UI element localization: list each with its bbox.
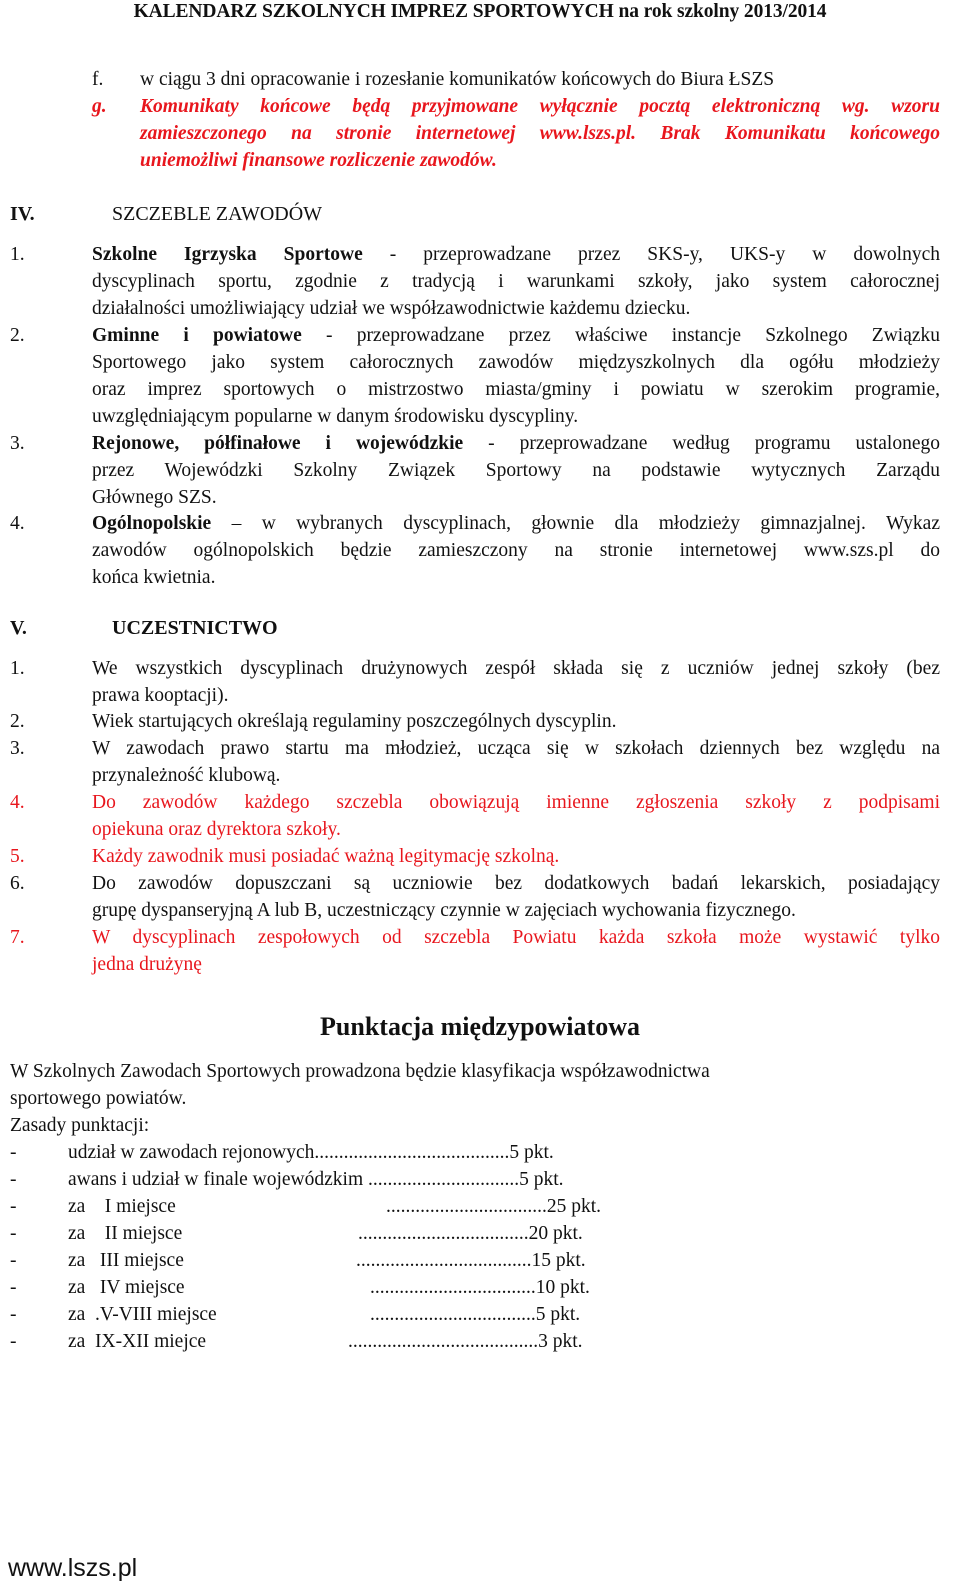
section-iv-item-line: końca kwietnia.	[92, 567, 216, 588]
scoring-row-value	[370, 1274, 590, 1301]
scoring-row-points: 5 pkt.	[509, 1142, 554, 1163]
section-v-item-line: jedna drużynę	[92, 954, 202, 975]
scoring-row-dots: .................................	[386, 1196, 547, 1217]
scoring-intro-line: W Szkolnych Zawodach Sportowych prowadzona będzie klasyfikacja współzawodnictwa	[10, 1061, 710, 1082]
intro-item-g-line: uniemożliwi finansowe rozliczenie zawodów.	[140, 150, 497, 171]
section-v-item-line: Do zawodów każdego szczebla obowiązują imienne zgłoszenia szkoły z podpisami	[92, 792, 940, 813]
section-v-item-line: przynależność klubową.	[92, 765, 281, 786]
item-lead-rest: - przeprowadzane przez SKS-y, UKS-y w dowolnych	[362, 244, 940, 265]
scoring-row-dash: -	[10, 1250, 17, 1271]
intro-item-g-marker: g.	[92, 96, 107, 117]
scoring-row	[68, 1166, 564, 1193]
section-v-item-number: 5.	[10, 846, 25, 867]
section-iv-item-line: przez Wojewódzki Szkolny Związek Sportowy na podstawie wytycznych Zarządu	[92, 460, 940, 481]
scoring-row-value	[370, 1301, 580, 1328]
scoring-row-value	[348, 1328, 583, 1355]
scoring-row-dash: -	[10, 1223, 17, 1244]
scoring-row-label: za II miejsce	[68, 1223, 183, 1244]
section-v-title: UCZESTNICTWO	[112, 617, 278, 639]
section-iv-item-first-line	[92, 510, 940, 537]
section-iv-item-line: oraz imprez sportowych o mistrzostwo miasta/gminy i powiatu w szerokim programie,	[92, 379, 940, 400]
section-v-item-line: Każdy zawodnik musi posiadać ważną legitymację szkolną.	[92, 846, 560, 867]
scoring-row-dots: .......................................	[348, 1331, 539, 1352]
scoring-row-points: 15 pkt.	[531, 1250, 586, 1271]
section-iv-item-number: 2.	[10, 325, 25, 346]
document-header: KALENDARZ SZKOLNYCH IMPREZ SPORTOWYCH na rok szkolny 2013/2014	[133, 1, 827, 22]
scoring-row-label: za IV miejsce	[68, 1277, 185, 1298]
scoring-row-points: 5 pkt.	[519, 1169, 564, 1190]
item-lead-rest: - przeprowadzane według programu ustalonego	[463, 433, 940, 454]
section-v-item-line: opiekuna oraz dyrektora szkoły.	[92, 819, 341, 840]
section-v-item-number: 2.	[10, 711, 25, 732]
section-v-number: V.	[10, 617, 27, 639]
section-v-item-line: prawa kooptacji).	[92, 685, 229, 706]
scoring-row-points: 3 pkt.	[538, 1331, 583, 1352]
scoring-row	[68, 1139, 554, 1166]
scoring-row-value	[386, 1193, 601, 1220]
scoring-row-label: za III miejsce	[68, 1250, 184, 1271]
scoring-row-points: 25 pkt.	[546, 1196, 602, 1217]
scoring-row-dash: -	[10, 1277, 17, 1298]
scoring-title: Punktacja międzypowiatowa	[320, 1012, 640, 1041]
section-iv-item-line: uwzględniającym popularne w danym środowisku dyscypliny.	[92, 406, 579, 427]
scoring-row-dots: ..................................	[370, 1277, 536, 1298]
section-v-item-line: Do zawodów dopuszczani są uczniowie bez dodatkowych badań lekarskich, posiadający	[92, 873, 940, 894]
section-v-item-line: grupę dyspanseryjną A lub B, uczestniczący czynnie w zajęciach wychowania fizycznego.	[92, 900, 796, 921]
intro-item-g-line: Komunikaty końcowe będą przyjmowane wyłącznie pocztą elektroniczną wg. wzoru	[140, 96, 940, 117]
section-iv-number: IV.	[10, 203, 35, 225]
scoring-row-label: za .V-VIII miejsce	[68, 1304, 217, 1325]
scoring-row-dash: -	[10, 1142, 17, 1163]
footer-url: www.lszs.pl	[8, 1554, 138, 1582]
scoring-row-value	[358, 1220, 583, 1247]
scoring-row-label: za IX-XII miejce	[68, 1331, 207, 1352]
section-iv-item-number: 3.	[10, 433, 25, 454]
section-v-item-number: 1.	[10, 658, 25, 679]
scoring-row-points: 20 pkt.	[528, 1223, 583, 1244]
scoring-row-dots: ..................................	[370, 1304, 536, 1325]
scoring-row-dash: -	[10, 1169, 17, 1190]
section-v-item-number: 6.	[10, 873, 25, 894]
section-v-item-number: 7.	[10, 927, 25, 948]
section-iv-item-number: 1.	[10, 244, 25, 265]
scoring-row-dots: ....................................	[356, 1250, 532, 1271]
scoring-row-label: za I miejsce	[68, 1196, 176, 1217]
item-bold-lead: Rejonowe, półfinałowe i wojewódzkie	[92, 433, 464, 454]
scoring-intro-line: sportowego powiatów.	[10, 1088, 187, 1109]
section-v-item-line: We wszystkich dyscyplinach drużynowych zespół składa się z uczniów jednej szkoły (bez	[92, 658, 940, 679]
intro-item-f-text: w ciągu 3 dni opracowanie i rozesłanie komunikatów końcowych do Biura ŁSZS	[140, 69, 775, 90]
section-v-item-line: W dyscyplinach zespołowych od szczebla Powiatu każda szkoła może wystawić tylko	[92, 927, 940, 948]
section-v-item-line: W zawodach prawo startu ma młodzież, ucząca się w szkołach dziennych bez względu na	[92, 738, 940, 759]
section-v-item-number: 4.	[10, 792, 25, 813]
section-v-item-line: Wiek startujących określają regulaminy poszczególnych dyscyplin.	[92, 711, 617, 732]
item-bold-lead: Szkolne Igrzyska Sportowe	[92, 244, 363, 265]
section-iv-item-line: zawodów ogólnopolskich będzie zamieszczony na stronie internetowej www.szs.pl do	[92, 540, 940, 561]
scoring-row-dots: ...................................	[358, 1223, 529, 1244]
scoring-row-dots: ........................................	[314, 1142, 510, 1163]
scoring-row-value	[356, 1247, 586, 1274]
scoring-intro-line: Zasady punktacji:	[10, 1115, 150, 1136]
section-iv-item-line: działalności umożliwiający udział we współzawodnictwie każdemu dziecku.	[92, 298, 691, 319]
scoring-row-points: 5 pkt.	[535, 1304, 581, 1325]
scoring-row-label: awans i udział w finale wojewódzkim	[68, 1169, 364, 1190]
scoring-row-points: 10 pkt.	[535, 1277, 590, 1298]
section-iv-item-line: Głównego SZS.	[92, 487, 217, 508]
item-bold-lead: Gminne i powiatowe	[92, 325, 302, 346]
scoring-row-dots: ...............................	[363, 1169, 520, 1190]
section-v-item-number: 3.	[10, 738, 25, 759]
section-iv-item-line: dyscyplinach sportu, zgodnie z tradycją i warunkami szkoły, jako system całorocznej	[92, 271, 940, 292]
item-lead-rest: - przeprowadzane przez właściwe instancje Szkolnego Związku	[301, 325, 941, 346]
scoring-row-label: udział w zawodach rejonowych	[68, 1142, 315, 1163]
section-iv-item-first-line	[92, 241, 940, 268]
intro-item-g-line: zamieszczonego na stronie internetowej www.lszs.pl. Brak Komunikatu końcowego	[140, 123, 940, 144]
scoring-row-dash: -	[10, 1196, 17, 1217]
section-iv-item-first-line	[92, 430, 940, 457]
intro-item-f-marker: f.	[92, 69, 104, 90]
scoring-row-dash: -	[10, 1304, 17, 1325]
section-iv-item-number: 4.	[10, 513, 25, 534]
scoring-row-dash: -	[10, 1331, 17, 1352]
section-iv-item-line: Sportowego jako system całorocznych zawodów międzyszkolnych dla ogółu młodzieży	[92, 352, 940, 373]
item-lead-rest: – w wybranych dyscyplinach, głownie dla młodzieży gimnazjalnej. Wykaz	[211, 513, 940, 534]
section-iv-item-first-line	[92, 322, 940, 349]
section-iv-title: SZCZEBLE ZAWODÓW	[112, 203, 323, 225]
item-bold-lead: Ogólnopolskie	[92, 513, 212, 534]
